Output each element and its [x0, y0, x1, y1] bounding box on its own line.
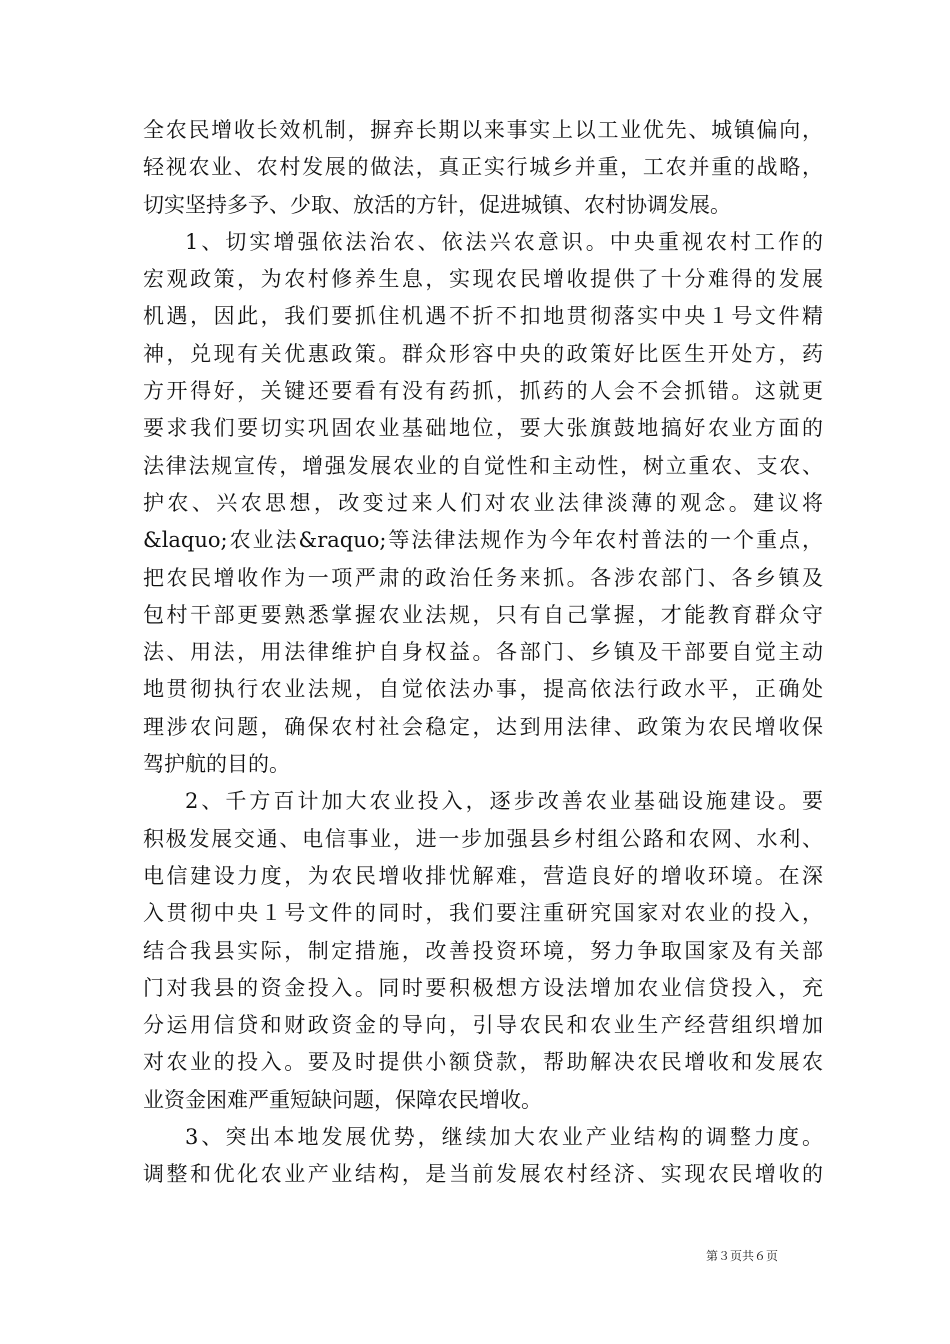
text-line: 业资金困难严重短缺问题，保障农民增收。: [143, 1087, 542, 1112]
section-heading-line: 3、突出本地发展优势，继续加大农业产业结构的调整力度。: [185, 1125, 823, 1150]
text-line: 神，兑现有关优惠政策。群众形容中央的政策好比医生开处方，药: [143, 341, 823, 366]
text-line: 包村干部更要熟悉掌握农业法规，只有自己掌握，才能教育群众守: [143, 602, 823, 627]
text-line: 轻视农业、农村发展的做法，真正实行城乡并重，工农并重的战略，: [143, 155, 823, 180]
document-body: [143, 112, 823, 1194]
text-line: 结合我县实际，制定措施，改善投资环境，努力争取国家及有关部: [143, 938, 823, 963]
text-line: 全农民增收长效机制，摒弃长期以来事实上以工业优先、城镇偏向，: [143, 118, 823, 142]
text-line: 机遇，因此，我们要抓住机遇不折不扣地贯彻落实中央１号文件精: [143, 304, 823, 329]
text-line: 地贯彻执行农业法规，自觉依法办事，提高依法行政水平，正确处: [143, 677, 823, 702]
text-line: 法、用法，用法律维护自身权益。各部门、乡镇及干部要自觉主动: [143, 640, 823, 665]
text-line: 护农、兴农思想，改变过来人们对农业法律淡薄的观念。建议将: [143, 490, 823, 515]
text-line: 把农民增收作为一项严肃的政治任务来抓。各涉农部门、各乡镇及: [143, 565, 823, 590]
text-line: 调整和优化农业产业结构，是当前发展农村经济、实现农民增收的: [143, 1162, 823, 1187]
text-line: 宏观政策，为农村修养生息，实现农民增收提供了十分难得的发展: [143, 267, 823, 292]
text-line: 方开得好，关键还要看有没有药抓，抓药的人会不会抓错。这就更: [143, 379, 823, 404]
paragraph-intro-continued: [143, 112, 823, 224]
text-line: 理涉农问题，确保农村社会稳定，达到用法律、政策为农民增收保: [143, 714, 823, 739]
text-line: &laquo;农业法&raquo;等法律法规作为今年农村普法的一个重点，: [143, 528, 823, 553]
text-line: 分运用信贷和财政资金的导向，引导农民和农业生产经营组织增加: [143, 1013, 823, 1038]
text-line: 法律法规宣传，增强发展农业的自觉性和主动性，树立重农、支农、: [143, 453, 823, 478]
text-line: 门对我县的资金投入。同时要积极想方设法增加农业信贷投入，充: [143, 975, 823, 1000]
section-heading-line: 2、千方百计加大农业投入，逐步改善农业基础设施建设。要: [185, 789, 823, 814]
text-line: 对农业的投入。要及时提供小额贷款，帮助解决农民增收和发展农: [143, 1050, 823, 1075]
text-line: 驾护航的目的。: [143, 752, 290, 777]
text-line: 切实坚持多予、少取、放活的方针，促进城镇、农村协调发展。: [143, 192, 731, 217]
paragraph-section-3: [143, 1119, 823, 1194]
text-line: 电信建设力度，为农民增收排忧解难，营造良好的增收环境。在深: [143, 863, 823, 888]
paragraph-section-2: [143, 783, 823, 1119]
text-line: 要求我们要切实巩固农业基础地位，要大张旗鼓地搞好农业方面的: [143, 416, 823, 441]
paragraph-section-1: [143, 224, 823, 783]
page-number-footer: 第３页共６页: [706, 1249, 779, 1263]
text-line: 积极发展交通、电信事业，进一步加强县乡村组公路和农网、水利、: [143, 826, 823, 851]
section-heading-line: 1、切实增强依法治农、依法兴农意识。中央重视农村工作的: [185, 229, 823, 254]
text-line: 入贯彻中央１号文件的同时，我们要注重研究国家对农业的投入，: [143, 901, 823, 926]
